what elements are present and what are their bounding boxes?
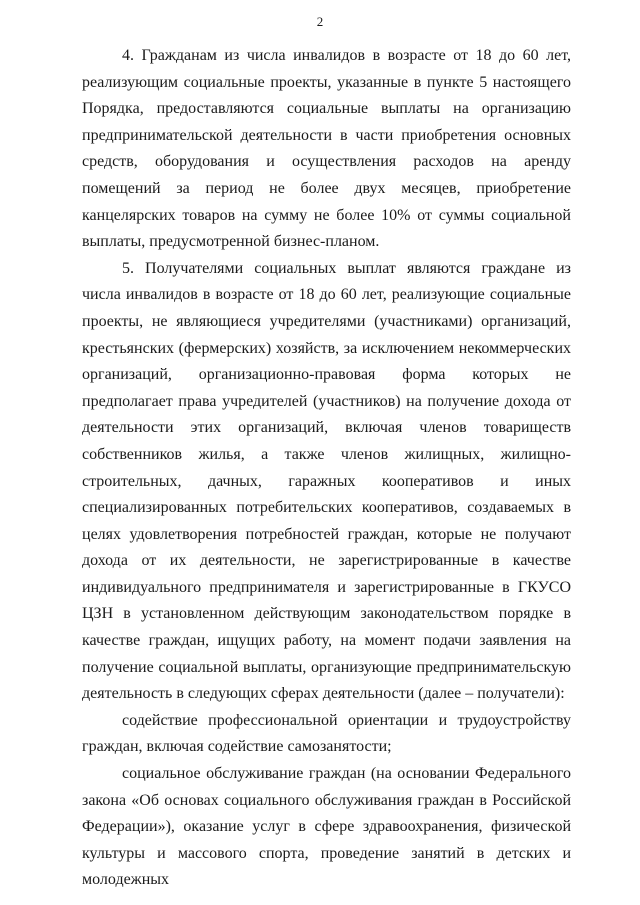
document-body xyxy=(82,43,571,894)
paragraph-career-guidance: содействие профессиональной ориентации и трудоустройству граждан, включая содействие самозанятости; xyxy=(82,711,571,756)
page-number: 2 xyxy=(316,14,324,29)
paragraph-social-services: социальное обслуживание граждан (на основании Федерального закона «Об основах социального обслуживания граждан в Российской Федерации»), оказание услуг в сфере здравоохранения, физической культуры и массового спорта, проведение занятий в детских и молодежных xyxy=(82,765,571,889)
paragraph-item-4: 4. Гражданам из числа инвалидов в возрасте от 18 до 60 лет, реализующим социальные проекты, указанные в пункте 5 настоящего Порядка, предоставляются социальные выплаты на организацию предпринимательской деятельности в части приобретения основных средств, оборудования и осуществления расходов на аренду помещений за период не более двух месяцев, приобретение канцелярских товаров на сумму не более 10% от суммы социальной выплаты, предусмотренной бизнес-планом. xyxy=(82,47,571,251)
paragraph-item-5: 5. Получателями социальных выплат являются граждане из числа инвалидов в возрасте от 18 до 60 лет, реализующие социальные проекты, не являющиеся учредителями (участниками) организаций, крестьянских (фермерских) хозяйств, за исключением некоммерческих организаций, организационно-правовая форма которых не предполагает права учредителей (участников) на получение дохода от деятельности этих организаций, включая членов товариществ собственников жилья, а также членов жилищных, жилищно-строительных, дачных, гаражных кооперативов и иных специализированных потребительских кооперативов, создаваемых в целях удовлетворения потребностей граждан, которые не получают дохода от их деятельности, не зарегистрированные в качестве индивидуального предпринимателя и зарегистрированные в ГКУСО ЦЗН в установленном действующим законодательством порядке в качестве граждан, ищущих работу, на момент подачи заявления на получение социальной выплаты, организующие предпринимательскую деятельность в следующих сферах деятельности (далее – получатели): xyxy=(82,259,571,703)
